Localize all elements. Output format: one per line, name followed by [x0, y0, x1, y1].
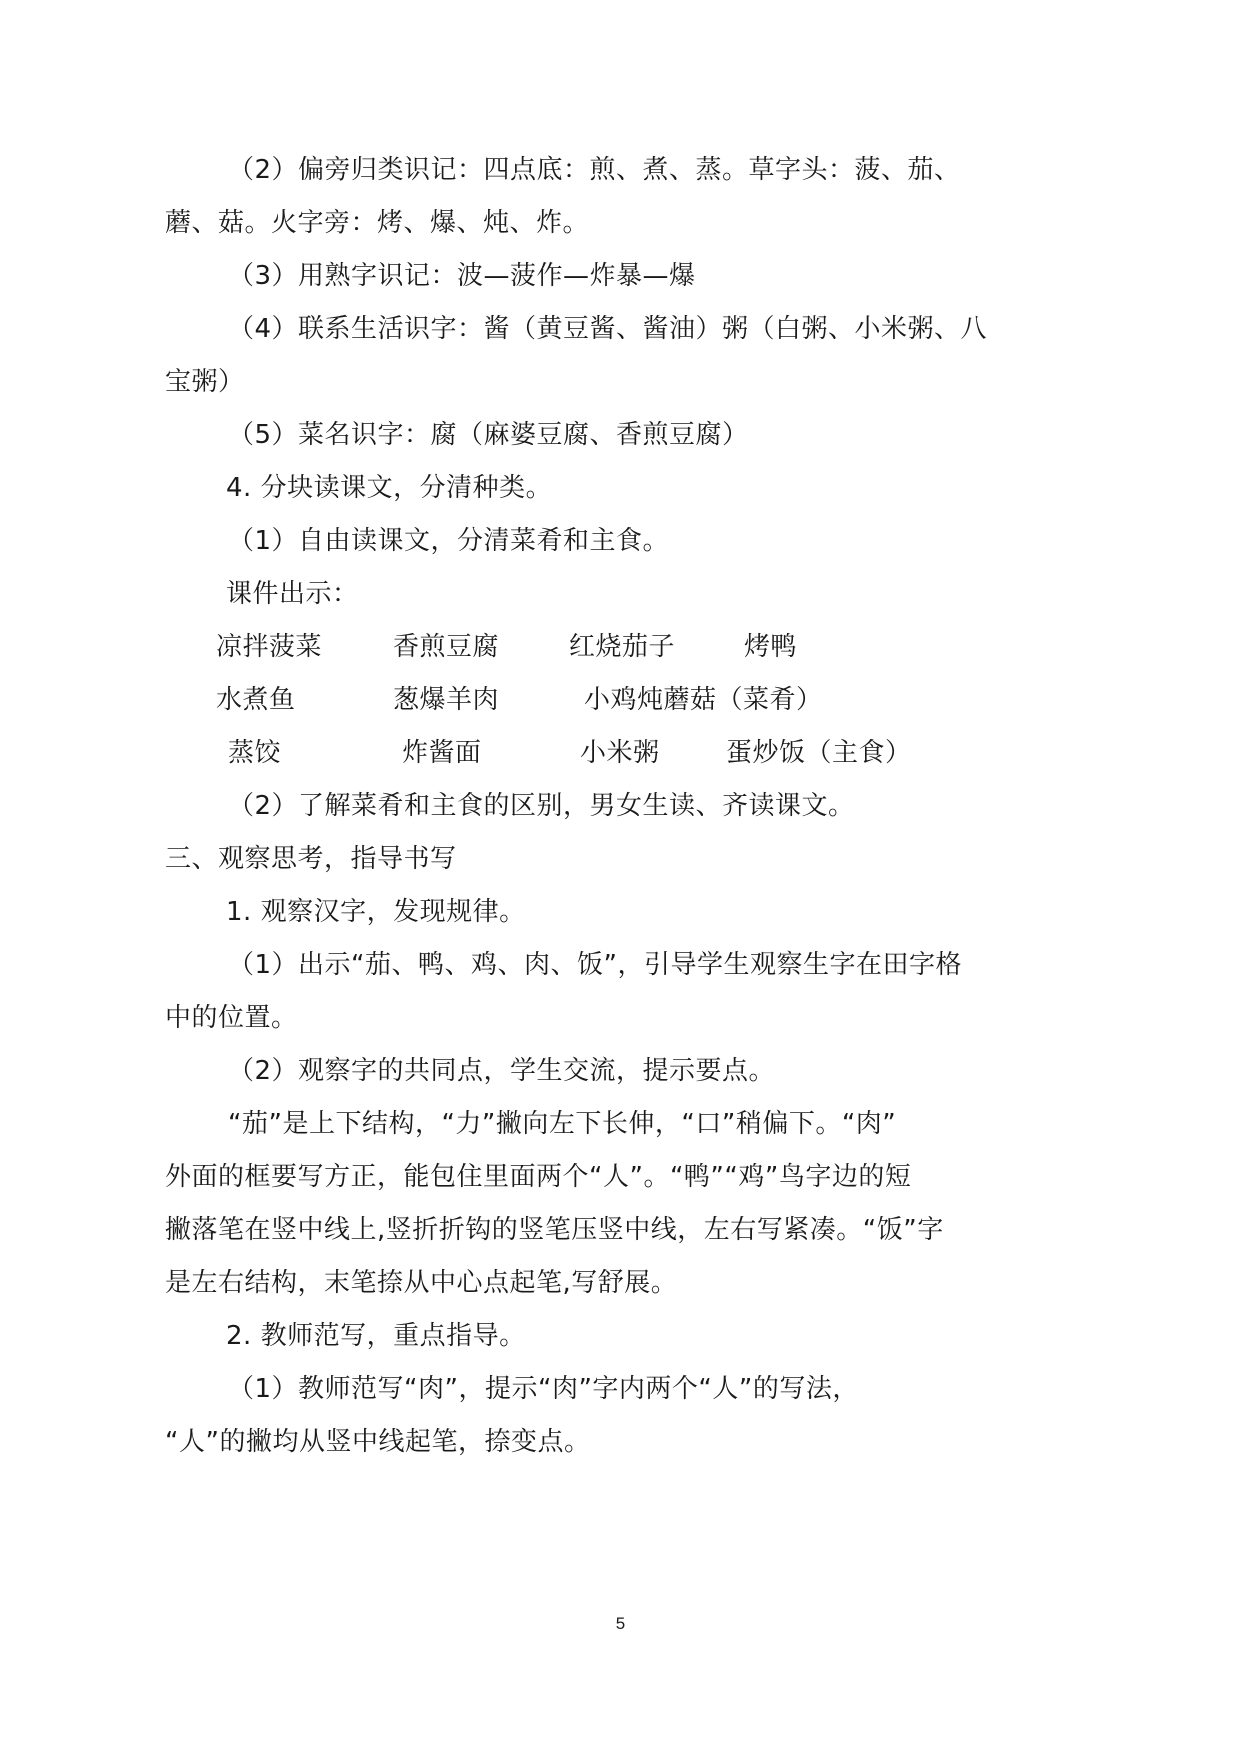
text-line: （2）偏旁归类识记：四点底：煎、煮、蒸。草字头：菠、茄、	[228, 155, 961, 185]
menu-item: 烤鸭	[744, 632, 798, 662]
text-line: 外面的框要写方正，能包住里面两个“人”。“鸭”“鸡”鸟字边的短	[165, 1162, 912, 1192]
menu-item: 葱爆羊肉	[393, 685, 500, 715]
section-heading: 1. 观察汉字，发现规律。	[226, 897, 526, 927]
text-line: （4）联系生活识字：酱（黄豆酱、酱油）粥（白粥、小米粥、八	[228, 314, 988, 344]
text-line: 撇落笔在竖中线上,竖折折钩的竖笔压竖中线，左右写紧凑。“饭”字	[165, 1215, 944, 1245]
menu-item: 蒸饺	[228, 738, 282, 768]
text-line: 课件出示：	[226, 579, 359, 609]
menu-item: 红烧茄子	[569, 632, 676, 662]
text-line: （2）观察字的共同点，学生交流，提示要点。	[228, 1056, 776, 1086]
section-heading: 三、观察思考，指导书写	[165, 844, 457, 874]
page-number: 5	[615, 1614, 626, 1633]
menu-item: 小米粥	[580, 738, 660, 768]
text-line: （3）用熟字识记：波—菠作—炸暴—爆	[228, 261, 696, 291]
menu-item: 炸酱面	[402, 738, 482, 768]
section-heading: 4. 分块读课文，分清种类。	[226, 473, 553, 503]
text-line: （1）出示“茄、鸭、鸡、肉、饭”，引导学生观察生字在田字格	[228, 950, 962, 980]
text-line: 中的位置。	[165, 1003, 298, 1033]
text-line: （1）教师范写“肉”，提示“肉”字内两个“人”的写法，	[228, 1374, 859, 1404]
menu-item: 香煎豆腐	[393, 632, 500, 662]
menu-item: 小鸡炖蘑菇（菜肴）	[584, 685, 823, 715]
menu-item: 凉拌菠菜	[216, 632, 323, 662]
text-line: （5）菜名识字：腐（麻婆豆腐、香煎豆腐）	[228, 420, 749, 450]
text-line: （2）了解菜肴和主食的区别，男女生读、齐读课文。	[228, 791, 855, 821]
text-line: 是左右结构，末笔捺从中心点起笔,写舒展。	[165, 1268, 678, 1298]
text-line: 蘑、菇。火字旁：烤、爆、炖、炸。	[165, 208, 590, 238]
menu-item: 蛋炒饭（主食）	[726, 738, 912, 768]
text-line: “人”的撇均从竖中线起笔，捺变点。	[165, 1427, 591, 1457]
section-heading: 2. 教师范写，重点指导。	[226, 1321, 526, 1351]
text-line: （1）自由读课文，分清菜肴和主食。	[228, 526, 670, 556]
text-line: “茄”是上下结构，“力”撇向左下长伸，“口”稍偏下。“肉”	[228, 1109, 897, 1139]
menu-item: 水煮鱼	[216, 685, 296, 715]
text-line: 宝粥）	[165, 367, 245, 397]
